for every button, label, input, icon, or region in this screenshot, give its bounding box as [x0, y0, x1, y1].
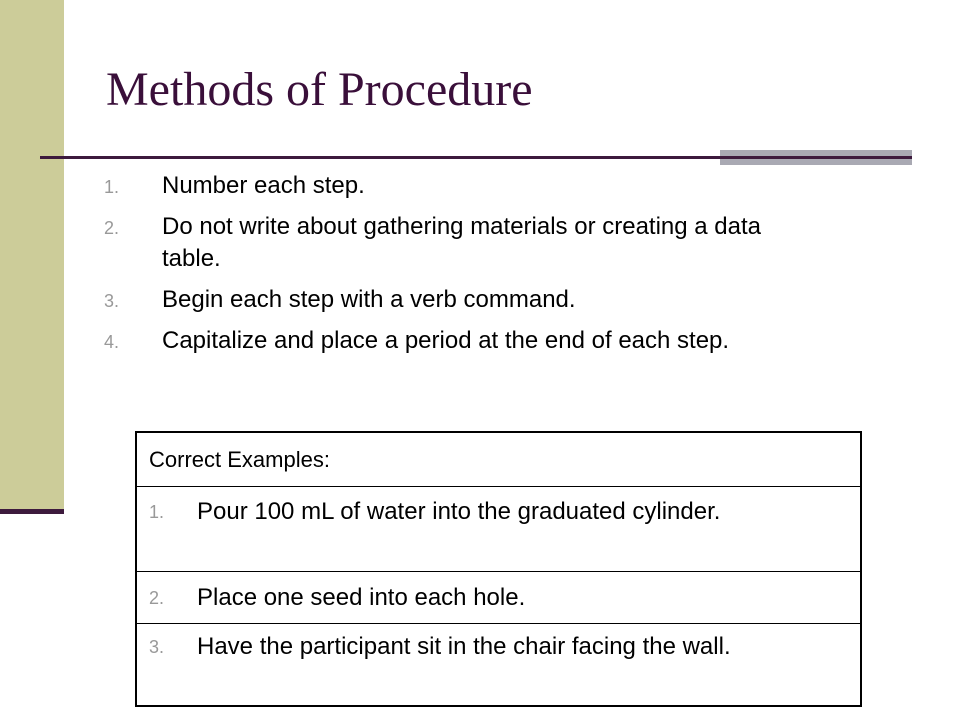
step-item	[104, 284, 804, 316]
example-row	[137, 572, 860, 624]
step-number: 1.	[104, 177, 120, 197]
example-text: Place one seed into each hole.	[197, 584, 526, 611]
examples-header: Correct Examples:	[137, 433, 860, 487]
step-item	[104, 170, 804, 202]
example-row	[137, 487, 860, 572]
title-divider	[40, 156, 720, 159]
step-number: 3.	[104, 291, 120, 311]
step-number: 2.	[104, 218, 120, 238]
example-text: Pour 100 mL of water into the graduated cylinder.	[197, 498, 721, 525]
example-item	[149, 630, 860, 664]
step-text: Capitalize and place a period at the end of each step.	[162, 327, 730, 354]
example-number: 2.	[149, 588, 165, 608]
step-item	[104, 211, 804, 275]
example-row	[137, 624, 860, 705]
decorative-side-bar	[0, 0, 64, 510]
example-item	[149, 572, 860, 624]
example-item	[149, 495, 860, 529]
example-number: 1.	[149, 502, 165, 522]
step-text: Do not write about gathering materials or creating a data table.	[162, 213, 762, 272]
steps-list	[104, 170, 804, 366]
example-number: 3.	[149, 637, 165, 657]
example-text: Have the participant sit in the chair facing the wall.	[197, 633, 731, 660]
side-bar-accent-line	[0, 509, 64, 514]
examples-table	[135, 431, 862, 707]
step-number: 4.	[104, 332, 120, 352]
slide-title: Methods of Procedure	[106, 63, 533, 116]
title-divider-extension	[720, 156, 912, 159]
step-text: Number each step.	[162, 172, 365, 199]
step-item	[104, 325, 804, 357]
step-text: Begin each step with a verb command.	[162, 286, 576, 313]
